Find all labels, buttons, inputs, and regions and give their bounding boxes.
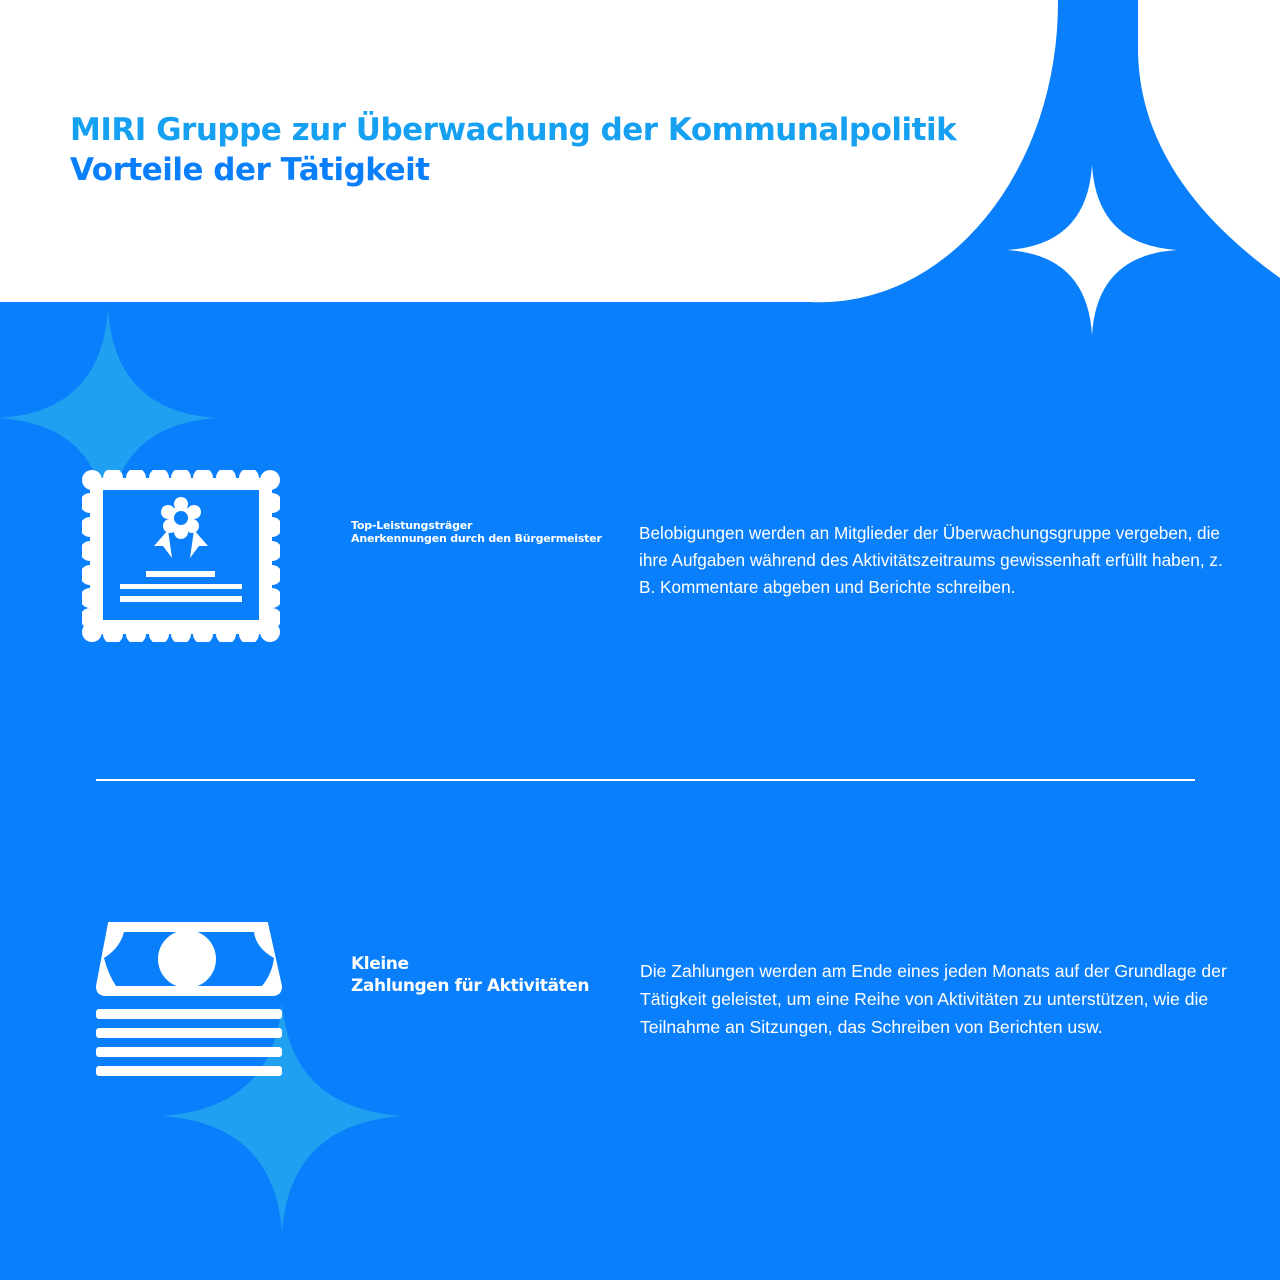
money-stack-icon: [96, 920, 282, 1078]
section-divider: [96, 779, 1195, 781]
benefit-2-label: [351, 953, 589, 997]
benefit-2-label-line1: Kleine: [351, 954, 409, 974]
page-subtitle: Vorteile der Tätigkeit: [70, 152, 430, 188]
certificate-icon: [82, 470, 280, 642]
benefit-2-label-line2: Zahlungen für Aktivitäten: [351, 976, 590, 996]
benefit-2-description: Die Zahlungen werden am Ende eines jeden Monats auf der Grundlage der Tätigkeit geleistet, um eine Reihe von Aktivitäten zu unterstützen, wie die Teilnahme an Sitzungen, das Schreiben von Berichten usw.: [640, 961, 1227, 1037]
benefit-1-label: [351, 519, 602, 545]
white-corner-shape: [1138, 0, 1280, 278]
page-title: MIRI Gruppe zur Überwachung der Kommunalpolitik: [70, 112, 957, 148]
benefit-1-label-line1: Top-Leistungsträger: [351, 519, 473, 532]
benefit-1-description: Belobigungen werden an Mitglieder der Überwachungsgruppe vergeben, die ihre Aufgaben während des Aktivitätszeitraums gewissenhaft erfüllt haben, z. B. Kommentare abgeben und Berichte schreiben.: [639, 523, 1223, 597]
benefit-1-label-line2: Anerkennungen durch den Bürgermeister: [351, 532, 602, 545]
sparkle-white-icon: [1007, 165, 1177, 335]
